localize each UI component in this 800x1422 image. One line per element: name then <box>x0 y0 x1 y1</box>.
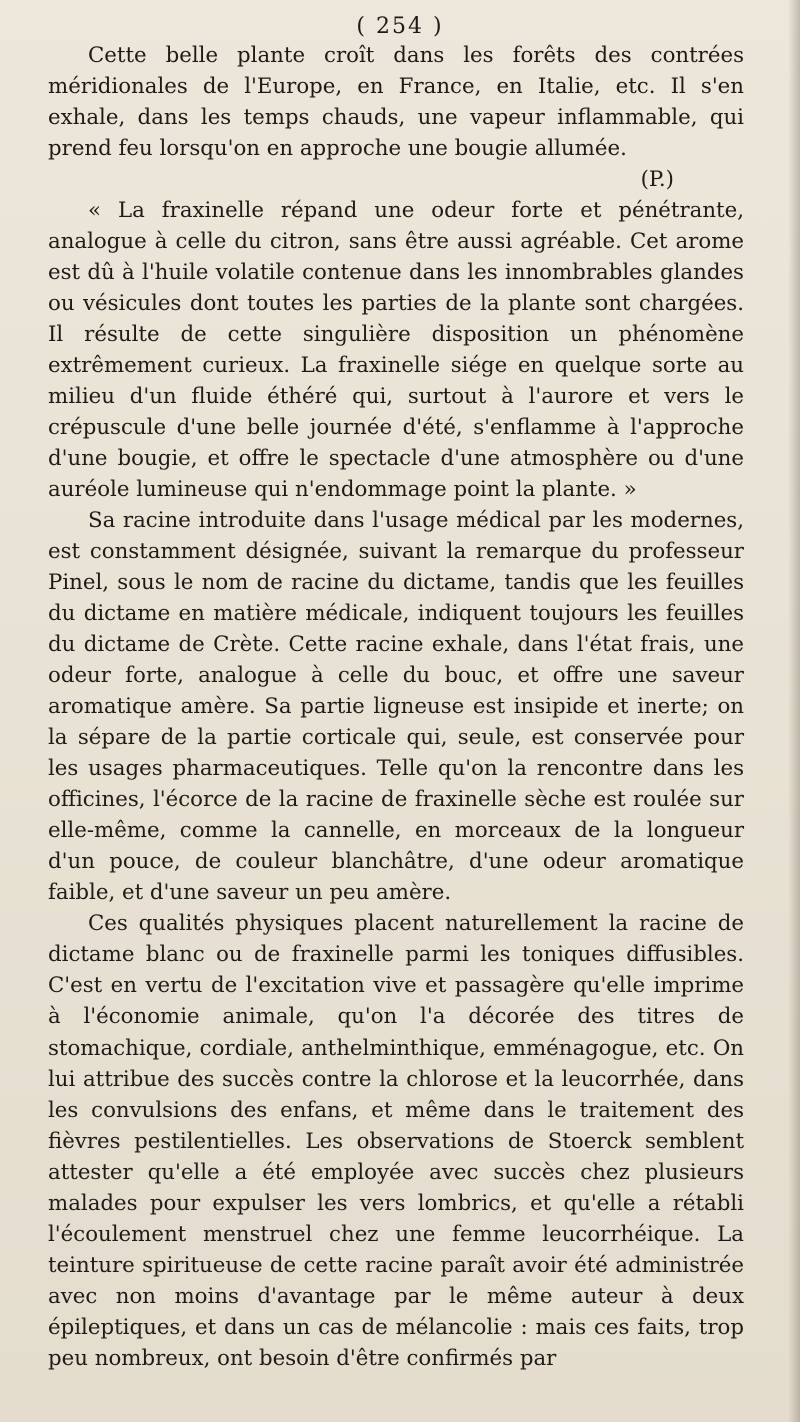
paragraph-1: Cette belle plante croît dans les forêts des contrées méridionales de l'Europe, en France, en Italie, etc. Il s'en exhale, dans les temps chauds, une vapeur inflammable, qui prend feu lorsqu'on en approche une bougie allumée. <box>48 43 744 162</box>
page-edge-shadow <box>788 0 800 1422</box>
attribution: (P.) <box>640 167 674 193</box>
page-number: ( 254 ) <box>356 14 444 39</box>
page-body <box>48 40 744 1374</box>
paragraph-3: Sa racine introduite dans l'usage médical par les modernes, est constamment désignée, suivant la remarque du professeur Pinel, sous le nom de racine du dictame, tandis que les feuilles du dictame en matière médicale, indiquent toujours les feuilles du dictame de Crète. Cette racine exhale, dans l'état frais, une odeur forte, analogue à celle du bouc, et offre une saveur aromatique amère. Sa partie ligneuse est insipide et inerte; on la sépare de la partie corticale qui, seule, est conservée pour les usages pharmaceutiques. Telle qu'on la rencontre dans les officines, l'écorce de la racine de fraxinelle sèche est roulée sur elle-même, comme la cannelle, en morceaux de la longueur d'un pouce, de couleur blanchâtre, d'une odeur aromatique faible, et d'une saveur un peu amère. <box>48 508 744 906</box>
paragraph-2-quotation: « La fraxinelle répand une odeur forte et pénétrante, analogue à celle du citron, sans être aussi agréable. Cet arome est dû à l'huile volatile contenue dans les innombrables glandes ou vésicules dont toutes les parties de la plante sont chargées. Il résulte de cette singulière disposition un phénomène extrêmement curieux. La fraxinelle siége en quelque sorte au milieu d'un fluide éthéré qui, surtout à l'aurore et vers le crépuscule d'une belle journée d'été, s'enflamme à l'approche d'une bougie, et offre le spectacle d'une atmosphère ou d'une auréole lumineuse qui n'endommage point la plante. » <box>48 198 744 503</box>
paragraph-4: Ces qualités physiques placent naturellement la racine de dictame blanc ou de fraxinelle parmi les toniques diffusibles. C'est en vertu de l'excitation vive et passagère qu'elle imprime à l'économie animale, qu'on l'a décorée des titres de stomachique, cordiale, anthelminthique, emménagogue, etc. On lui attribue des succès contre la chlorose et la leucorrhée, dans les convulsions des enfans, et même dans le traitement des fièvres pestilentielles. Les observations de Stoerck semblent attester qu'elle a été employée avec succès chez plusieurs malades pour expulser les vers lombrics, et qu'elle a rétabli l'écoulement menstruel chez une femme leucorrhéique. La teinture spiritueuse de cette racine paraît avoir été administrée avec non moins d'avantage par le même auteur à deux épileptiques, et dans un cas de mélancolie : mais ces faits, trop peu nombreux, ont besoin d'être confirmés par <box>48 911 744 1371</box>
